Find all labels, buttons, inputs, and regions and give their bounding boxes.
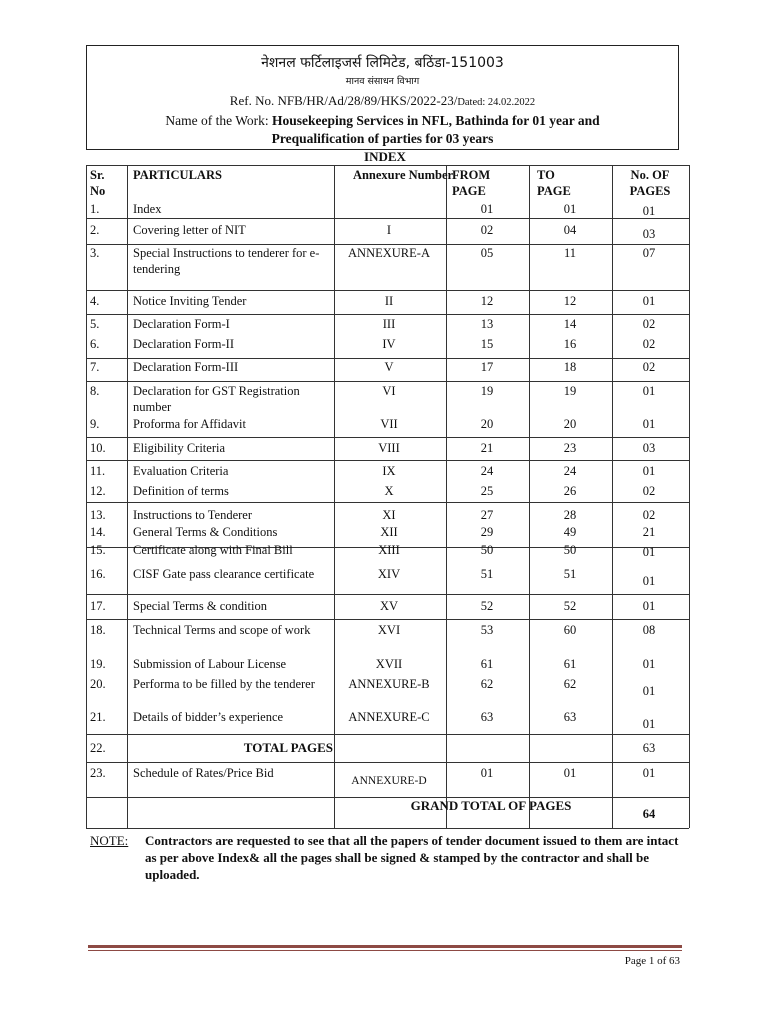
row-4-particulars: Notice Inviting Tender [133, 294, 247, 308]
table-column-divider [334, 165, 335, 828]
row-6-no-of-pages: 02 [642, 337, 656, 351]
row-16-no-of-pages: 01 [642, 574, 656, 588]
work-title-part-2: Prequalification of parties for 03 years [271, 131, 494, 146]
index-title: INDEX [364, 149, 406, 164]
row-7-no-of-pages: 02 [642, 360, 656, 374]
table-row-divider [86, 734, 689, 735]
row-2-to-page: 04 [563, 223, 577, 237]
reference-text: Ref. No. NFB/HR/Ad/28/89/HKS/2022-23/ [229, 93, 458, 108]
row-15-no-of-pages: 01 [642, 545, 656, 559]
row-17-from-page: 52 [480, 599, 494, 613]
row-21-annexure: ANNEXURE-C [348, 710, 430, 724]
row-6-to-page: 16 [563, 337, 577, 351]
row-5-no-of-pages: 02 [642, 317, 656, 331]
row-8-annexure: VI [382, 384, 396, 398]
table-column-divider [689, 165, 690, 828]
row-20-annexure: ANNEXURE-B [348, 677, 430, 691]
row-4-sr-no: 4. [90, 294, 100, 308]
row-10-to-page: 23 [563, 441, 577, 455]
row-16-annexure: XIV [377, 567, 401, 581]
row-3-to-page: 11 [563, 246, 577, 260]
row-9-from-page: 20 [480, 417, 494, 431]
column-header-to-page: TO PAGE [537, 168, 571, 198]
column-header-particulars: PARTICULARS [133, 168, 222, 182]
row-8-sr-no: 8. [90, 384, 100, 398]
row-19-no-of-pages: 01 [642, 657, 656, 671]
row-1-sr-no: 1. [90, 202, 100, 216]
row-2-from-page: 02 [480, 223, 494, 237]
row-20-no-of-pages: 01 [642, 684, 656, 698]
table-row-divider [86, 828, 689, 829]
row-13-from-page: 27 [480, 508, 494, 522]
table-row-divider [86, 381, 689, 382]
row-5-sr-no: 5. [90, 317, 100, 331]
table-column-divider [612, 165, 613, 828]
table-row-divider [86, 460, 689, 461]
row-5-annexure: III [382, 317, 396, 331]
row-7-annexure: V [384, 360, 394, 374]
row-18-no-of-pages: 08 [642, 623, 656, 637]
row-23-sr-no: 23. [90, 766, 106, 780]
document-header [86, 45, 679, 150]
row-16-particulars: CISF Gate pass clearance certificate [133, 567, 315, 581]
row-15-to-page: 50 [563, 543, 577, 557]
table-row-divider [86, 502, 689, 503]
row-18-particulars: Technical Terms and scope of work [133, 623, 311, 637]
row-14-particulars: General Terms & Conditions [133, 525, 278, 539]
row-12-no-of-pages: 02 [642, 484, 656, 498]
table-row-divider [86, 165, 689, 166]
table-row-divider [86, 218, 689, 219]
row-23-from-page: 01 [480, 766, 494, 780]
row-7-sr-no: 7. [90, 360, 100, 374]
row-7-from-page: 17 [480, 360, 494, 374]
row-13-no-of-pages: 02 [642, 508, 656, 522]
row-8-to-page: 19 [563, 384, 577, 398]
table-column-divider [86, 165, 87, 828]
row-3-annexure: ANNEXURE-A [348, 246, 430, 260]
row-9-particulars: Proforma for Affidavit [133, 417, 246, 431]
row-10-sr-no: 10. [90, 441, 106, 455]
row-18-sr-no: 18. [90, 623, 106, 637]
row-17-sr-no: 17. [90, 599, 106, 613]
row-20-sr-no: 20. [90, 677, 106, 691]
reference-number [87, 93, 678, 109]
row-4-to-page: 12 [563, 294, 577, 308]
note-text: Contractors are requested to see that all the papers of tender document issued to them are intact as per above Index& all the pages shall be signed & stamped by the contractor and shall be uploaded. [145, 833, 679, 882]
row-4-annexure: II [384, 294, 394, 308]
table-row-divider [86, 594, 689, 595]
row-9-sr-no: 9. [90, 417, 100, 431]
table-row-divider [86, 437, 689, 438]
table-row-divider [86, 314, 689, 315]
row-5-to-page: 14 [563, 317, 577, 331]
grand-total-value: 64 [642, 807, 656, 821]
row-23-to-page: 01 [563, 766, 577, 780]
row-16-from-page: 51 [480, 567, 494, 581]
grand-total-label: GRAND TOTAL OF PAGES [410, 798, 572, 813]
table-column-divider [127, 165, 128, 828]
row-11-annexure: IX [382, 464, 396, 478]
row-19-to-page: 61 [563, 657, 577, 671]
row-2-annexure: I [386, 223, 392, 237]
row-1-from-page: 01 [480, 202, 494, 216]
row-17-no-of-pages: 01 [642, 599, 656, 613]
row-11-sr-no: 11. [90, 464, 106, 478]
row-3-particulars: Special Instructions to tenderer for e-tendering [133, 246, 320, 276]
row-18-annexure: XVI [377, 623, 401, 637]
row-12-to-page: 26 [563, 484, 577, 498]
row-4-from-page: 12 [480, 294, 494, 308]
row-19-from-page: 61 [480, 657, 494, 671]
row-14-annexure: XII [380, 525, 398, 539]
row-21-from-page: 63 [480, 710, 494, 724]
row-18-from-page: 53 [480, 623, 494, 637]
row-2-particulars: Covering letter of NIT [133, 223, 246, 237]
row-5-particulars: Declaration Form-I [133, 317, 230, 331]
row-18-to-page: 60 [563, 623, 577, 637]
row-17-annexure: XV [379, 599, 399, 613]
page-number: Page 1 of 63 [624, 955, 680, 967]
row-17-to-page: 52 [563, 599, 577, 613]
work-name-prefix: Name of the Work: [165, 113, 272, 128]
row-10-from-page: 21 [480, 441, 494, 455]
column-header-from-page: FROM PAGE [452, 168, 491, 198]
row-12-particulars: Definition of terms [133, 484, 229, 498]
row-15-from-page: 50 [480, 543, 494, 557]
row-1-particulars: Index [133, 202, 162, 216]
row-6-annexure: IV [382, 337, 396, 351]
row-12-annexure: X [384, 484, 394, 498]
row-7-particulars: Declaration Form-III [133, 360, 239, 374]
row-14-sr-no: 14. [90, 525, 106, 539]
row-5-from-page: 13 [480, 317, 494, 331]
row-19-particulars: Submission of Labour License [133, 657, 287, 671]
row-1-to-page: 01 [563, 202, 577, 216]
footer-rule-thin [88, 950, 682, 951]
row-20-from-page: 62 [480, 677, 494, 691]
row-22-no-of-pages: 63 [642, 741, 656, 755]
row-8-no-of-pages: 01 [642, 384, 656, 398]
row-20-particulars: Performa to be filled by the tenderer [133, 677, 315, 691]
row-16-sr-no: 16. [90, 567, 106, 581]
footer-rule-thick [88, 945, 682, 948]
work-name-line-1 [87, 113, 678, 129]
row-3-no-of-pages: 07 [642, 246, 656, 260]
row-17-particulars: Special Terms & condition [133, 599, 267, 613]
row-6-from-page: 15 [480, 337, 494, 351]
row-3-sr-no: 3. [90, 246, 100, 260]
department-name-hindi: मानव संसाधन विभाग [345, 76, 420, 87]
row-11-particulars: Evaluation Criteria [133, 464, 229, 478]
row-21-to-page: 63 [563, 710, 577, 724]
row-6-particulars: Declaration Form-II [133, 337, 235, 351]
table-row-divider [86, 762, 689, 763]
total-pages-label: TOTAL PAGES [243, 740, 333, 755]
row-9-to-page: 20 [563, 417, 577, 431]
row-12-from-page: 25 [480, 484, 494, 498]
row-13-particulars: Instructions to Tenderer [133, 508, 253, 522]
row-13-sr-no: 13. [90, 508, 106, 522]
column-header-no-of-pages: No. OF PAGES [629, 168, 671, 198]
row-13-annexure: XI [382, 508, 396, 522]
reference-date: Dated: 24.02.2022 [457, 97, 536, 108]
row-15-sr-no: 15. [90, 543, 106, 557]
row-22-sr-no: 22. [90, 741, 106, 755]
row-21-sr-no: 21. [90, 710, 106, 724]
row-23-no-of-pages: 01 [642, 766, 656, 780]
table-row-divider [86, 619, 689, 620]
row-11-from-page: 24 [480, 464, 494, 478]
column-header-sr-no: Sr. No [90, 168, 106, 198]
row-8-from-page: 19 [480, 384, 494, 398]
row-3-from-page: 05 [480, 246, 494, 260]
row-21-particulars: Details of bidder’s experience [133, 710, 284, 724]
row-15-particulars: Certificate along with Final Bill [133, 543, 293, 557]
row-1-no-of-pages: 01 [642, 204, 656, 218]
row-11-no-of-pages: 01 [642, 464, 656, 478]
row-2-sr-no: 2. [90, 223, 100, 237]
row-14-to-page: 49 [563, 525, 577, 539]
row-10-particulars: Eligibility Criteria [133, 441, 225, 455]
row-9-annexure: VII [380, 417, 398, 431]
row-15-annexure: XIII [378, 543, 400, 557]
row-7-to-page: 18 [563, 360, 577, 374]
row-9-no-of-pages: 01 [642, 417, 656, 431]
row-19-annexure: XVII [375, 657, 403, 671]
row-19-sr-no: 19. [90, 657, 106, 671]
row-10-annexure: VIII [378, 441, 400, 455]
row-12-sr-no: 12. [90, 484, 106, 498]
row-21-no-of-pages: 01 [642, 717, 656, 731]
row-20-to-page: 62 [563, 677, 577, 691]
row-11-to-page: 24 [563, 464, 577, 478]
row-4-no-of-pages: 01 [642, 294, 656, 308]
row-23-annexure: ANNEXURE-D [351, 775, 427, 787]
note-label: NOTE: [90, 833, 129, 848]
table-row-divider [86, 290, 689, 291]
row-6-sr-no: 6. [90, 337, 100, 351]
row-14-from-page: 29 [480, 525, 494, 539]
row-2-no-of-pages: 03 [642, 227, 656, 241]
column-header-annexure-number: Annexure Number [352, 168, 454, 182]
row-16-to-page: 51 [563, 567, 577, 581]
row-8-particulars: Declaration for GST Registration number [133, 384, 300, 414]
row-14-no-of-pages: 21 [642, 525, 656, 539]
work-title-part-1: Housekeeping Services in NFL, Bathinda for 01 year and [271, 113, 600, 128]
row-10-no-of-pages: 03 [642, 441, 656, 455]
row-13-to-page: 28 [563, 508, 577, 522]
row-23-particulars: Schedule of Rates/Price Bid [133, 766, 274, 780]
organization-name-hindi: नेशनल फर्टिलाइजर्स लिमिटेड, बठिंडा-151003 [261, 55, 504, 71]
